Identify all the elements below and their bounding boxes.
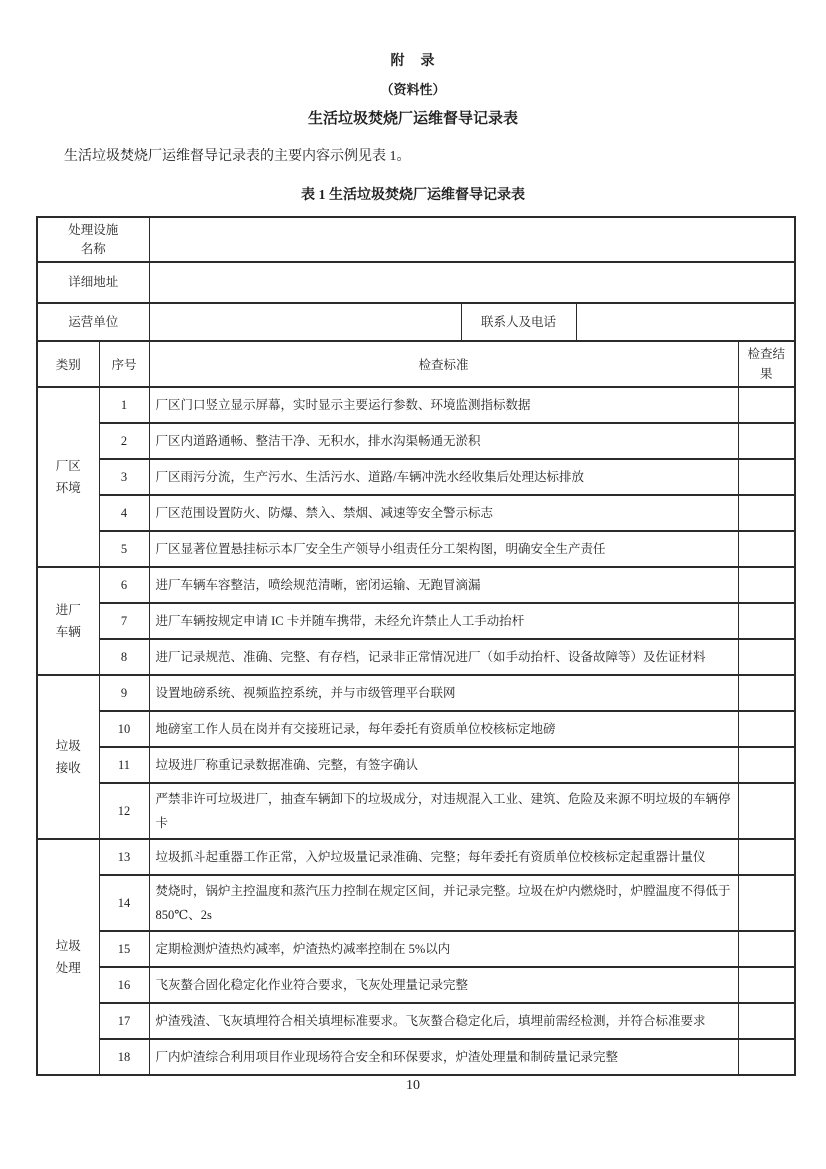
check-result-cell <box>738 387 795 423</box>
table-caption: 表 1 生活垃圾焚烧厂运维督导记录表 <box>301 188 525 203</box>
check-result-cell <box>738 711 795 747</box>
facility-name-value-cell <box>149 217 795 262</box>
check-standard: 进厂车辆按规定申请 IC 卡并随车携带，未经允许禁止人工手动抬杆 <box>149 603 738 639</box>
address-value-cell <box>149 262 795 303</box>
address-label: 详细地址 <box>37 262 149 303</box>
row-number: 15 <box>99 931 149 967</box>
check-row <box>37 459 795 495</box>
address-row <box>37 262 795 303</box>
check-result-cell <box>738 495 795 531</box>
row-number: 8 <box>99 639 149 675</box>
check-result-cell <box>738 675 795 711</box>
check-result-cell <box>738 603 795 639</box>
check-result-cell <box>738 531 795 567</box>
category-cell-plant-environment: 厂区环境 <box>37 387 99 567</box>
row-number: 18 <box>99 1039 149 1075</box>
row-number: 11 <box>99 747 149 783</box>
check-standard: 进厂车辆车容整洁，喷绘规范清晰，密闭运输、无跑冒滴漏 <box>149 567 738 603</box>
row-number: 5 <box>99 531 149 567</box>
row-number: 13 <box>99 839 149 875</box>
check-result-cell <box>738 839 795 875</box>
col-header-no: 序号 <box>99 341 149 387</box>
contact-label: 联系人及电话 <box>461 303 576 341</box>
check-standard: 严禁非许可垃圾进厂，抽查车辆卸下的垃圾成分，对违规混入工业、建筑、危险及来源不明垃圾的车辆停卡 <box>149 783 738 839</box>
check-result-cell <box>738 1039 795 1075</box>
check-row <box>37 967 795 1003</box>
appendix-heading: 生活垃圾焚烧厂运维督导记录表 <box>307 111 518 127</box>
check-row <box>37 931 795 967</box>
check-row <box>37 1039 795 1075</box>
check-row <box>37 639 795 675</box>
check-row <box>37 747 795 783</box>
check-standard: 地磅室工作人员在岗并有交接班记录，每年委托有资质单位校核标定地磅 <box>149 711 738 747</box>
intro-paragraph: 生活垃圾焚烧厂运维督导记录表的主要内容示例见表 1。 <box>64 149 411 164</box>
check-row <box>37 711 795 747</box>
check-result-cell <box>738 567 795 603</box>
row-number: 2 <box>99 423 149 459</box>
check-row <box>37 531 795 567</box>
category-cell-incoming-vehicles: 进厂车辆 <box>37 567 99 675</box>
row-number: 17 <box>99 1003 149 1039</box>
check-standard: 厂区范围设置防火、防爆、禁入、禁烟、减速等安全警示标志 <box>149 495 738 531</box>
check-standard: 厂区显著位置悬挂标示本厂安全生产领导小组责任分工架构图，明确安全生产责任 <box>149 531 738 567</box>
row-number: 1 <box>99 387 149 423</box>
col-header-category: 类别 <box>37 341 99 387</box>
facility-name-row <box>37 217 795 262</box>
row-number: 3 <box>99 459 149 495</box>
check-standard: 厂内炉渣综合利用项目作业现场符合安全和环保要求，炉渣处理量和制砖量记录完整 <box>149 1039 738 1075</box>
check-standard: 飞灰螯合固化稳定化作业符合要求，飞灰处理量记录完整 <box>149 967 738 1003</box>
check-standard: 定期检测炉渣热灼减率，炉渣热灼减率控制在 5%以内 <box>149 931 738 967</box>
row-number: 10 <box>99 711 149 747</box>
operator-value-cell <box>149 303 461 341</box>
category-cell-waste-reception: 垃圾接收 <box>37 675 99 839</box>
appendix-subtitle: （资料性） <box>380 82 446 97</box>
row-number: 9 <box>99 675 149 711</box>
category-cell-waste-treatment: 垃圾处理 <box>37 839 99 1075</box>
check-result-cell <box>738 459 795 495</box>
check-result-cell <box>738 875 795 931</box>
column-header-row <box>37 341 795 387</box>
row-number: 4 <box>99 495 149 531</box>
supervision-record-table <box>36 216 796 1076</box>
check-standard: 设置地磅系统、视频监控系统，并与市级管理平台联网 <box>149 675 738 711</box>
row-number: 12 <box>99 783 149 839</box>
check-result-cell <box>738 639 795 675</box>
check-standard: 厂区雨污分流，生产污水、生活污水、道路/车辆冲洗水经收集后处理达标排放 <box>149 459 738 495</box>
facility-name-label: 处理设施名称 <box>37 217 149 262</box>
check-result-cell <box>738 931 795 967</box>
check-standard: 垃圾进厂称重记录数据准确、完整，有签字确认 <box>149 747 738 783</box>
col-header-standard: 检查标准 <box>149 341 738 387</box>
check-row <box>37 783 795 839</box>
check-standard: 进厂记录规范、准确、完整、有存档，记录非正常情况进厂（如手动抬杆、设备故障等）及佐证材料 <box>149 639 738 675</box>
operator-label: 运营单位 <box>37 303 149 341</box>
col-header-result: 检查结果 <box>738 341 795 387</box>
row-number: 7 <box>99 603 149 639</box>
check-standard: 厂区门口竖立显示屏幕，实时显示主要运行参数、环境监测指标数据 <box>149 387 738 423</box>
check-standard: 厂区内道路通畅、整洁干净、无积水，排水沟渠畅通无淤积 <box>149 423 738 459</box>
check-row <box>37 839 795 875</box>
check-result-cell <box>738 1003 795 1039</box>
check-row <box>37 495 795 531</box>
contact-value-cell <box>576 303 795 341</box>
check-row <box>37 1003 795 1039</box>
check-result-cell <box>738 783 795 839</box>
row-number: 14 <box>99 875 149 931</box>
check-standard: 焚烧时，锅炉主控温度和蒸汽压力控制在规定区间，并记录完整。垃圾在炉内燃烧时，炉膛温度不得低于850℃、2s <box>149 875 738 931</box>
appendix-title: 附 录 <box>390 54 436 69</box>
check-row <box>37 875 795 931</box>
check-standard: 垃圾抓斗起重器工作正常，入炉垃圾量记录准确、完整；每年委托有资质单位校核标定起重器计量仪 <box>149 839 738 875</box>
row-number: 6 <box>99 567 149 603</box>
check-row <box>37 423 795 459</box>
page-number: 10 <box>406 1078 420 1093</box>
operator-row <box>37 303 795 341</box>
check-result-cell <box>738 423 795 459</box>
check-row <box>37 603 795 639</box>
check-result-cell <box>738 967 795 1003</box>
check-standard: 炉渣残渣、飞灰填埋符合相关填埋标准要求。飞灰螯合稳定化后，填埋前需经检测，并符合标准要求 <box>149 1003 738 1039</box>
check-row <box>37 675 795 711</box>
check-row <box>37 387 795 423</box>
check-result-cell <box>738 747 795 783</box>
check-row <box>37 567 795 603</box>
row-number: 16 <box>99 967 149 1003</box>
